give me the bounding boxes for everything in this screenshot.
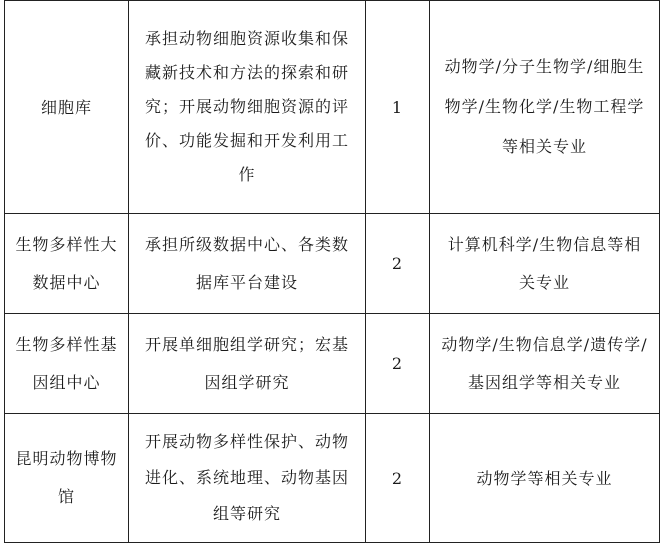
recruitment-table xyxy=(4,0,660,543)
department-name: 生物多样性基因组中心 xyxy=(15,334,118,392)
duties-cell xyxy=(129,1,366,214)
department-name: 细胞库 xyxy=(40,97,92,117)
table-row xyxy=(5,214,660,314)
duties-cell xyxy=(129,314,366,414)
majors-cell xyxy=(430,214,660,314)
majors-cell xyxy=(430,314,660,414)
duties-text: 承担所级数据中心、各类数据库平台建设 xyxy=(144,234,349,292)
table-row xyxy=(5,414,660,543)
headcount: 1 xyxy=(391,97,404,117)
department-cell xyxy=(5,414,129,543)
count-cell xyxy=(366,1,430,214)
majors-cell xyxy=(430,1,660,214)
department-cell xyxy=(5,1,129,214)
duties-text: 开展单细胞组学研究；宏基因组学研究 xyxy=(144,334,349,392)
count-cell xyxy=(366,214,430,314)
headcount: 2 xyxy=(391,468,404,488)
majors-text: 动物学/分子生物学/细胞生物学/生物化学/生物工程学等相关专业 xyxy=(444,57,645,156)
department-name: 生物多样性大数据中心 xyxy=(15,234,118,292)
department-cell xyxy=(5,314,129,414)
majors-text: 动物学/生物信息学/遗传学/基因组学等相关专业 xyxy=(441,334,648,392)
majors-text: 动物学等相关专业 xyxy=(476,468,613,488)
duties-cell xyxy=(129,214,366,314)
majors-cell xyxy=(430,414,660,543)
duties-text: 开展动物多样性保护、动物进化、系统地理、动物基因组等研究 xyxy=(144,432,349,523)
duties-cell xyxy=(129,414,366,543)
headcount: 2 xyxy=(391,354,404,373)
department-cell xyxy=(5,214,129,314)
department-name: 昆明动物博物馆 xyxy=(15,449,118,506)
headcount: 2 xyxy=(391,254,404,273)
count-cell xyxy=(366,414,430,543)
majors-text: 计算机科学/生物信息等相关专业 xyxy=(447,234,642,292)
table-row xyxy=(5,314,660,414)
count-cell xyxy=(366,314,430,414)
duties-text: 承担动物细胞资源收集和保藏新技术和方法的探索和研究；开展动物细胞资源的评价、功能发掘和开发利用工作 xyxy=(144,29,349,184)
table-row xyxy=(5,1,660,214)
